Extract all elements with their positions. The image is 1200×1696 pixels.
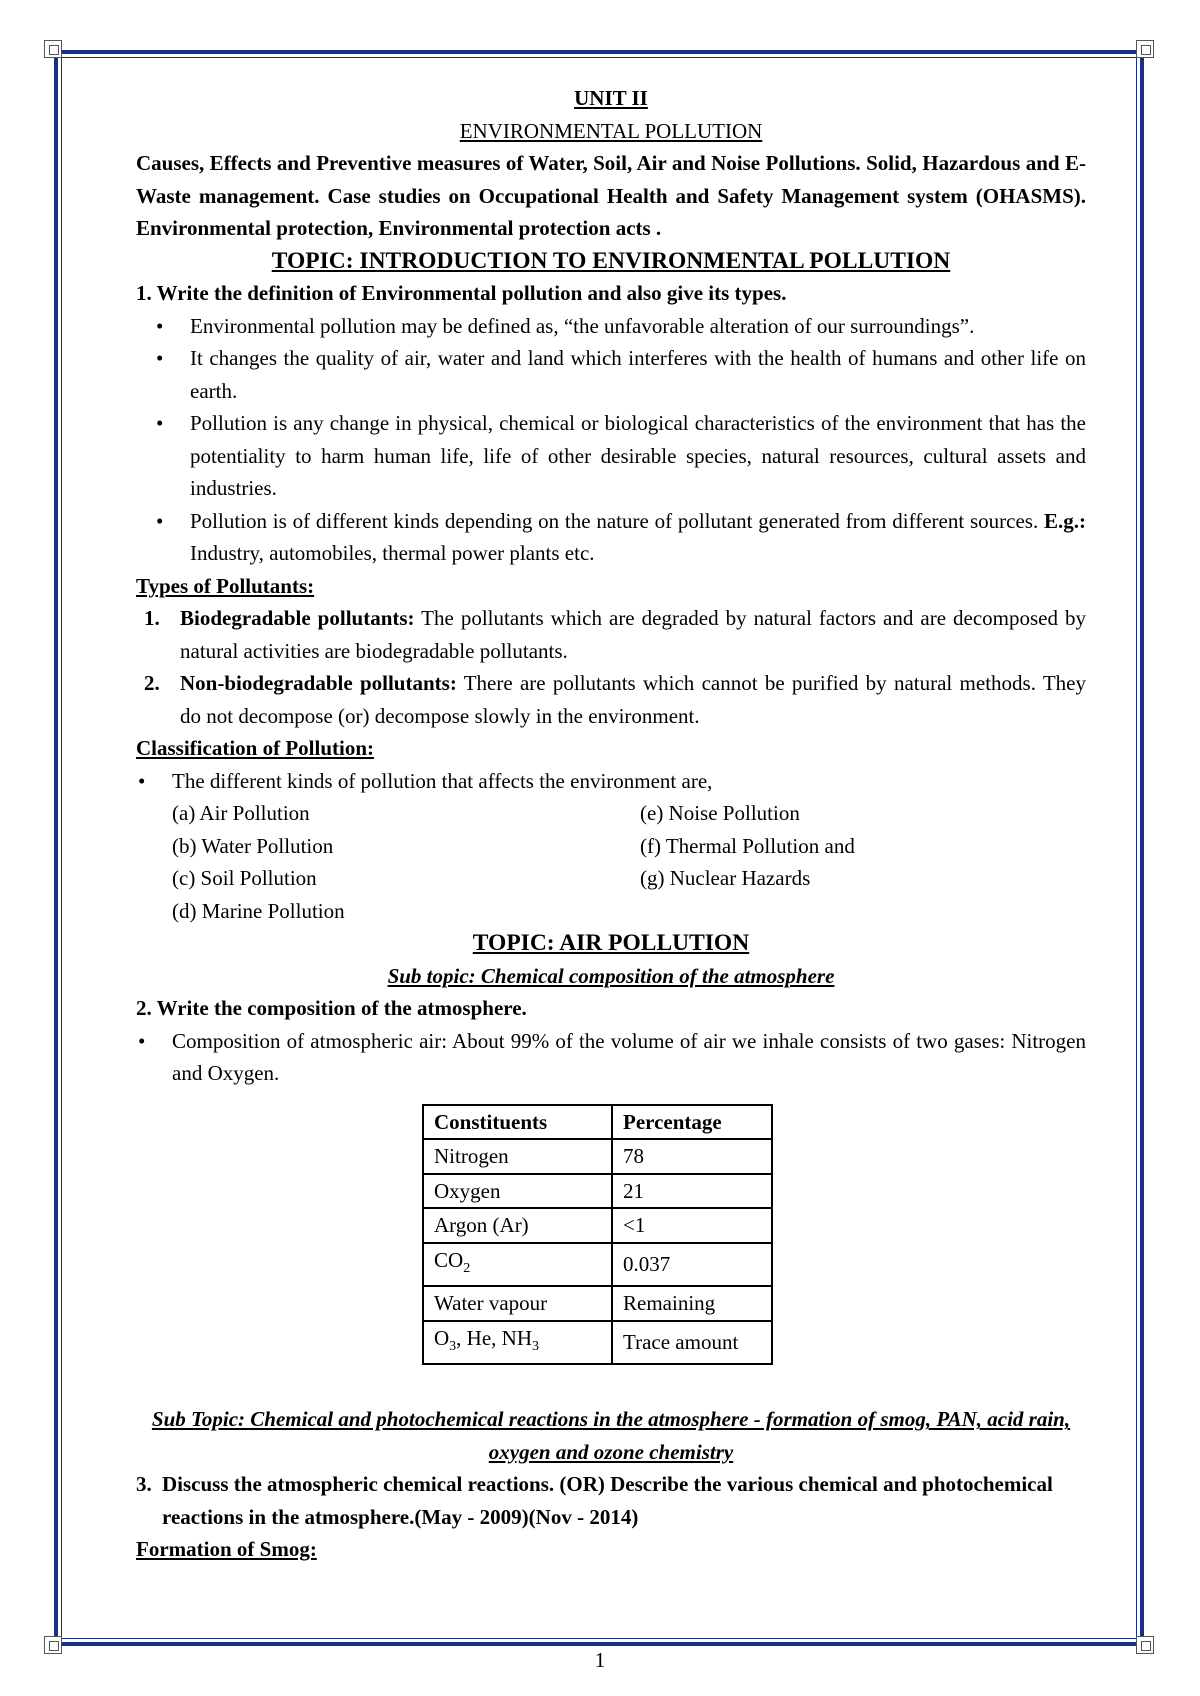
unit-title: ENVIRONMENTAL POLLUTION (459, 118, 763, 143)
classification-heading: Classification of Pollution: (136, 736, 375, 760)
example-label: E.g.: (1044, 508, 1086, 533)
table-row (423, 1286, 772, 1321)
type-text: There are pollutants which cannot be purified by natural methods. They do not decompose (or) decompose slowly in the environment. (180, 671, 1086, 728)
subtopic-composition: Sub topic: Chemical composition of the atmosphere (387, 963, 835, 988)
corner-ornament-top-right (1136, 40, 1154, 58)
question-2: 2. Write the composition of the atmosphere. (136, 996, 527, 1020)
topic-title-air: TOPIC: AIR POLLUTION (472, 930, 750, 956)
table-body (423, 1139, 772, 1364)
unit-label: UNIT II (574, 86, 648, 110)
table-row (423, 1174, 772, 1209)
percentage-cell: 21 (612, 1174, 772, 1209)
classification-item: (d) Marine Pollution (172, 898, 345, 923)
type-text: The pollutants which are degraded by natural factors and are decomposed by natural activities are biodegradable pollutants. (180, 606, 1086, 663)
syllabus-text: Causes, Effects and Preventive measures of Water, Soil, Air and Noise Pollutions. Solid, Hazardous and E-Waste management. Case studies on Occupational Health and Safety Management system (OHASMS). Environmental protection, Environmental protection acts . (136, 151, 1086, 240)
table-row (423, 1243, 772, 1287)
bullet-text: Industry, automobiles, thermal power plants etc. (190, 541, 595, 565)
item-number: 2. (144, 671, 160, 695)
bullet-item (136, 505, 1086, 570)
document-body (136, 82, 1086, 1566)
topic-title-intro: TOPIC: INTRODUCTION TO ENVIRONMENTAL POLLUTION (271, 247, 951, 274)
question-number: 3. (136, 1472, 152, 1497)
bullet-item: • Environmental pollution may be defined as, “the unfavorable alteration of our surroundings”. (136, 310, 1086, 343)
table-row (423, 1321, 772, 1365)
type-term: Non-biodegradable pollutants: (180, 671, 457, 695)
classification-item: (g) Nuclear Hazards (640, 866, 811, 890)
composition-bullet: • Composition of atmospheric air: About 99% of the volume of air we inhale consists of two gases: Nitrogen and Oxygen. (136, 1025, 1086, 1090)
bullet-item: • Pollution is any change in physical, chemical or biological characteristics of the environment that has the potentiality to harm human life, life of other desirable species, natural resources, cultural assets and industries. (136, 407, 1086, 505)
constituent-cell: $CO_2$ (423, 1243, 612, 1287)
classification-list (136, 797, 1086, 927)
type-item (136, 667, 1086, 732)
classification-intro: • The different kinds of pollution that affects the environment are, (136, 765, 1086, 798)
type-term: Biodegradable pollutants: (180, 606, 415, 630)
composition-table (422, 1104, 773, 1366)
constituent-cell: Water vapour (423, 1286, 612, 1321)
question-1: 1. Write the definition of Environmental pollution and also give its types. (136, 281, 787, 305)
type-item (136, 602, 1086, 667)
percentage-cell: Remaining (612, 1286, 772, 1321)
bullet-item: • It changes the quality of air, water and land which interferes with the health of humans and other life on earth. (136, 342, 1086, 407)
classification-column-right (640, 797, 1120, 927)
constituent-cell: Oxygen (423, 1174, 612, 1209)
question-text: Discuss the atmospheric chemical reactions. (OR) Describe the various chemical and photochemical reactions in the atmosphere.(May - 2009)(Nov - 2014) (162, 1472, 1053, 1529)
smog-heading: Formation of Smog: (136, 1537, 317, 1562)
constituent-cell: $O_3$, He, $NH_3$ (423, 1321, 612, 1365)
column-header: Percentage (612, 1105, 772, 1140)
classification-item: (f) Thermal Pollution and (640, 833, 855, 858)
question-3 (136, 1468, 1086, 1533)
page-number: 1 (594, 1648, 606, 1672)
types-heading: Types of Pollutants: (136, 573, 315, 598)
item-number: 1. (144, 606, 160, 630)
constituent-cell: Nitrogen (423, 1139, 612, 1174)
table-row (423, 1139, 772, 1174)
percentage-cell: <1 (612, 1208, 772, 1243)
percentage-cell: 0.037 (612, 1243, 772, 1287)
classification-item: (c) Soil Pollution (172, 866, 317, 890)
bullet-text: Pollution is of different kinds depending on the nature of pollutant generated from different sources. (190, 508, 1044, 533)
column-header: Constituents (423, 1105, 612, 1140)
table-row (423, 1208, 772, 1243)
definition-bullets (136, 310, 1086, 570)
classification-item: (e) Noise Pollution (640, 801, 800, 825)
corner-ornament-top-left (44, 40, 62, 58)
classification-item: (a) Air Pollution (172, 801, 310, 825)
table-header-row (423, 1105, 772, 1140)
constituent-cell: Argon (Ar) (423, 1208, 612, 1243)
classification-item: (b) Water Pollution (172, 833, 334, 858)
classification-column-left (172, 797, 640, 927)
subtopic-reactions: Sub Topic: Chemical and photochemical reactions in the atmosphere - formation of smog, PAN, acid rain, oxygen and ozone chemistry (151, 1407, 1071, 1464)
percentage-cell: 78 (612, 1139, 772, 1174)
types-list (136, 602, 1086, 732)
percentage-cell: Trace amount (612, 1321, 772, 1365)
